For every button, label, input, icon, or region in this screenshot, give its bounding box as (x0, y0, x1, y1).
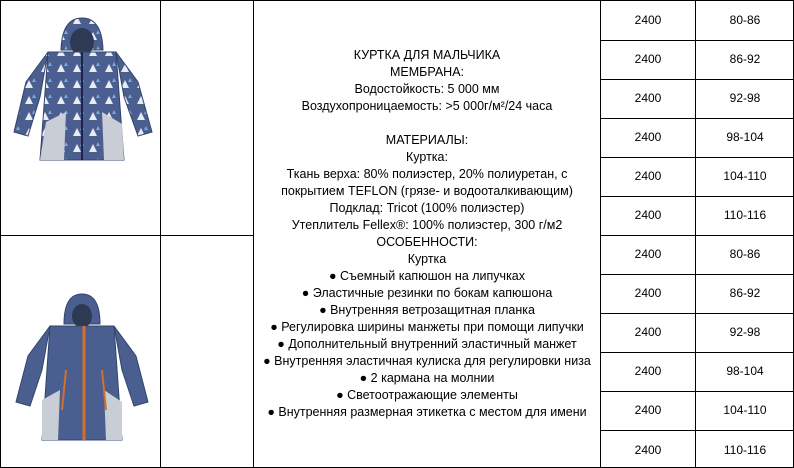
desc-line: Куртка (407, 252, 447, 266)
desc-line: ● Эластичные резинки по бокам капюшона (301, 286, 553, 300)
size-cell: 104-110 (723, 403, 767, 417)
size-cell: 86-92 (729, 52, 761, 66)
desc-line: ● Внутренняя ветрозащитная планка (319, 303, 535, 317)
row-divider (600, 313, 794, 314)
table-border-left (0, 0, 1, 468)
image-row-divider (0, 235, 254, 236)
table-divider (695, 0, 696, 468)
desc-line: ● Светоотражающие элементы (336, 388, 518, 402)
desc-line: Водостойкость: 5 000 мм (354, 82, 500, 96)
size-cell: 110-116 (723, 208, 767, 222)
price-cell: 2400 (634, 13, 662, 27)
price-cell: 2400 (634, 443, 662, 457)
size-cell: 98-104 (726, 364, 764, 378)
table-divider (160, 0, 161, 468)
row-divider (600, 391, 794, 392)
row-divider (600, 157, 794, 158)
price-cell: 2400 (634, 91, 662, 105)
jacket-image-patterned (6, 12, 156, 172)
size-cell: 86-92 (729, 286, 761, 300)
product-description (254, 47, 600, 421)
desc-line: ОСОБЕННОСТИ: (376, 235, 478, 249)
price-cell: 2400 (634, 169, 662, 183)
size-cell: 80-86 (729, 247, 761, 261)
desc-line: МАТЕРИАЛЫ: (385, 133, 469, 147)
table-divider (600, 0, 601, 468)
price-cell: 2400 (634, 286, 662, 300)
row-divider (600, 274, 794, 275)
row-divider (600, 196, 794, 197)
desc-line: Воздухопроницаемость: >5 000г/м²/24 часа (301, 99, 553, 113)
desc-line: МЕМБРАНА: (389, 65, 465, 79)
table-border-top (0, 0, 794, 1)
size-cell: 80-86 (729, 13, 761, 27)
row-divider (600, 118, 794, 119)
desc-line (254, 115, 600, 132)
product-title: КУРТКА ДЛЯ МАЛЬЧИКА (353, 48, 501, 62)
row-divider (600, 40, 794, 41)
price-cell: 2400 (634, 130, 662, 144)
size-cell: 104-110 (723, 169, 767, 183)
row-divider (600, 352, 794, 353)
desc-line: ● Внутренняя эластичная кулиска для регулировки низа (263, 354, 591, 368)
price-cell: 2400 (634, 52, 662, 66)
row-divider (600, 79, 794, 80)
desc-line: ● Дополнительный внутренний эластичный манжет (277, 337, 577, 351)
row-divider (600, 430, 794, 431)
desc-line: покрытием TEFLON (грязе- и водооталкивающим) (281, 184, 573, 198)
price-cell: 2400 (634, 325, 662, 339)
price-cell: 2400 (634, 403, 662, 417)
size-cell: 92-98 (729, 325, 761, 339)
row-divider (600, 235, 794, 236)
desc-line: Куртка: (406, 150, 448, 164)
desc-line: ● Съемный капюшон на липучках (328, 269, 526, 283)
size-cell: 110-116 (723, 443, 767, 457)
desc-line: ● Регулировка ширины манжеты при помощи липучки (270, 320, 584, 334)
jacket-image-plain (6, 290, 156, 460)
price-cell: 2400 (634, 247, 662, 261)
desc-line: Ткань верха: 80% полиэстер, 20% полиуретан, с (286, 167, 568, 181)
size-cell: 98-104 (726, 130, 764, 144)
price-cell: 2400 (634, 208, 662, 222)
size-cell: 92-98 (729, 91, 761, 105)
desc-line: ● Внутренняя размерная этикетка с местом для имени (267, 405, 587, 419)
desc-line: Утеплитель Fellex®: 100% полиэстер, 300 г/м2 (291, 218, 563, 232)
desc-line: ● 2 кармана на молнии (359, 371, 495, 385)
price-cell: 2400 (634, 364, 662, 378)
desc-line: Подклад: Tricot (100% полиэстер) (329, 201, 525, 215)
